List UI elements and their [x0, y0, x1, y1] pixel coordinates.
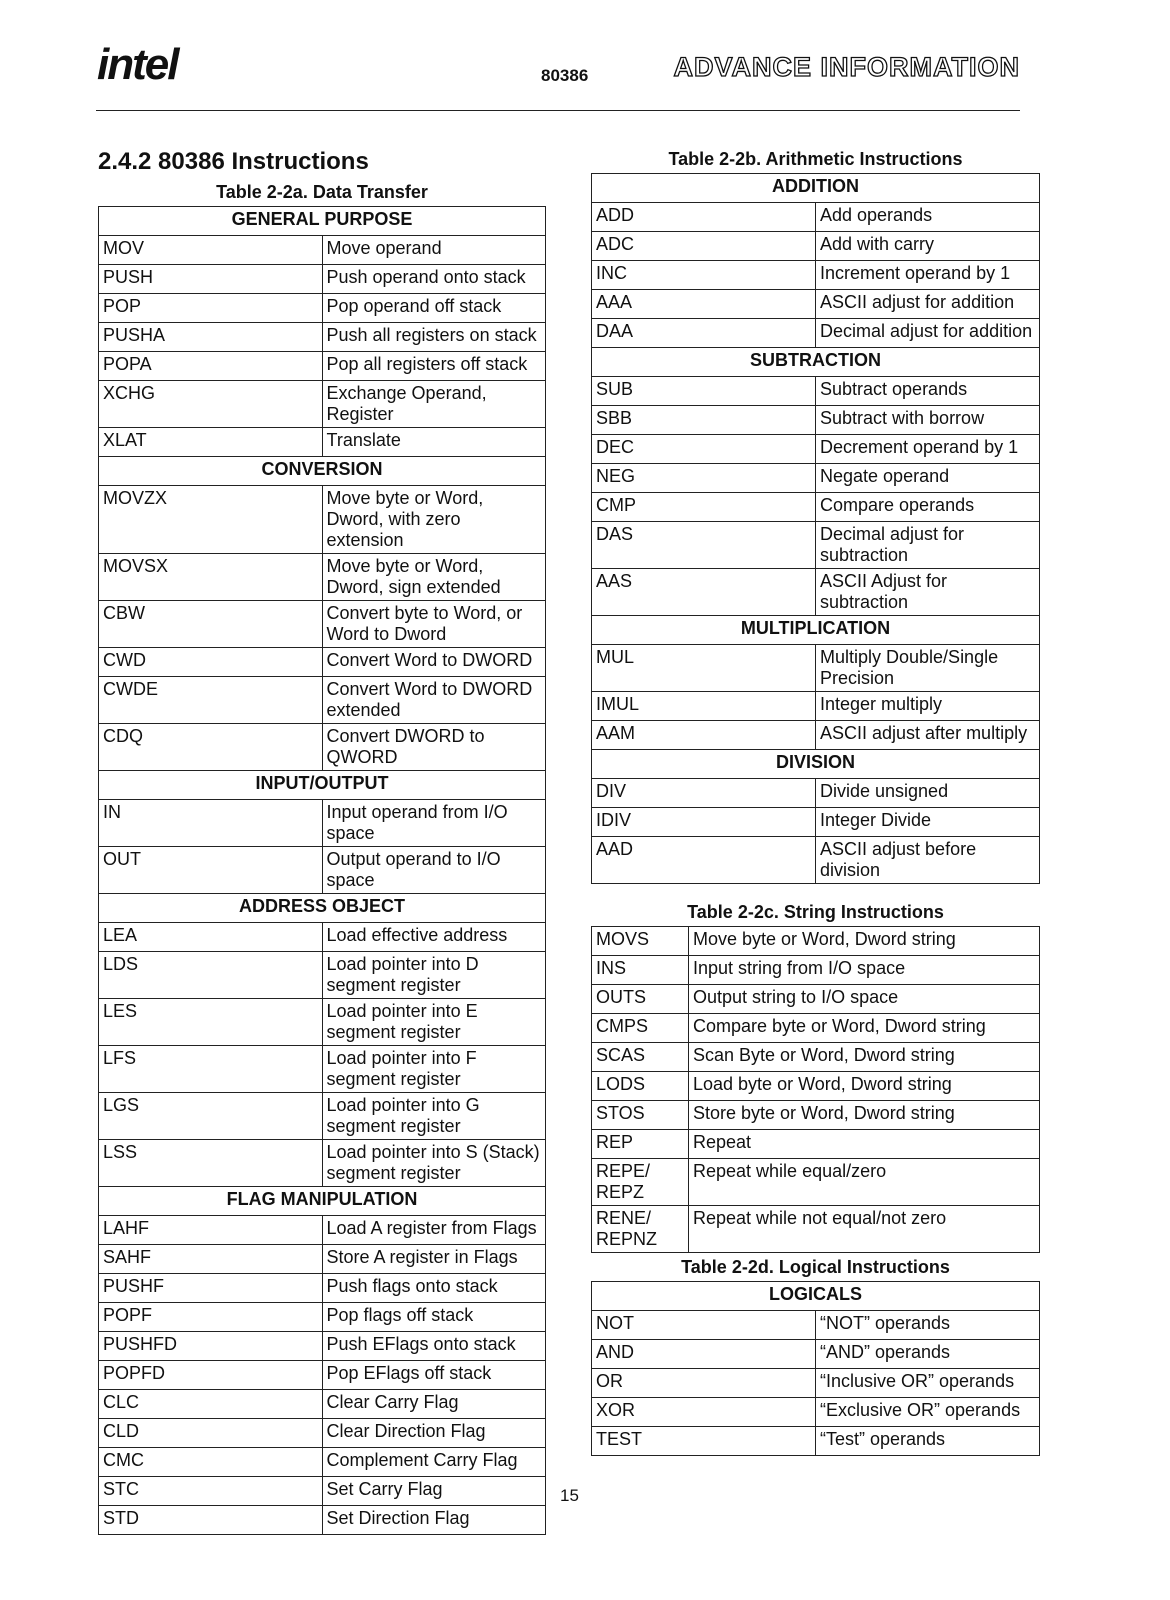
instruction-row: [99, 601, 546, 648]
table-caption: Table 2-2c. String Instructions: [687, 902, 944, 922]
document-id: 80386: [541, 66, 589, 85]
mnemonic: NEG: [592, 464, 816, 493]
instruction-row: [99, 1140, 546, 1187]
mnemonic: CMP: [592, 493, 816, 522]
mnemonic: DAS: [592, 522, 816, 569]
mnemonic: MOVS: [592, 927, 689, 956]
instruction-row: [99, 1361, 546, 1390]
instruction-row: [592, 569, 1040, 616]
description: Repeat while not equal/not zero: [689, 1206, 1040, 1253]
mnemonic: POPFD: [99, 1361, 323, 1390]
instruction-row: [99, 952, 546, 999]
mnemonic: PUSHF: [99, 1274, 323, 1303]
description: Translate: [322, 428, 546, 457]
instruction-row: [99, 800, 546, 847]
description: ASCII adjust for addition: [816, 290, 1040, 319]
mnemonic: STC: [99, 1477, 323, 1506]
description: Decimal adjust for addition: [816, 319, 1040, 348]
description: Store byte or Word, Dword string: [689, 1101, 1040, 1130]
right-column: [591, 145, 1040, 1456]
description: Convert DWORD to QWORD: [322, 724, 546, 771]
mnemonic: AAA: [592, 290, 816, 319]
instruction-row: [592, 464, 1040, 493]
mnemonic: LGS: [99, 1093, 323, 1140]
instruction-row: [592, 203, 1040, 232]
instruction-row: [592, 1427, 1040, 1456]
mnemonic: POP: [99, 294, 323, 323]
mnemonic: CMPS: [592, 1014, 689, 1043]
instruction-row: [592, 493, 1040, 522]
group-name: LOGICALS: [592, 1282, 1040, 1311]
mnemonic: CBW: [99, 601, 323, 648]
mnemonic: PUSHFD: [99, 1332, 323, 1361]
instruction-row: [99, 1046, 546, 1093]
description: Negate operand: [816, 464, 1040, 493]
description: Move byte or Word, Dword, sign extended: [322, 554, 546, 601]
instruction-row: [99, 486, 546, 554]
mnemonic: LEA: [99, 923, 323, 952]
description: “Exclusive OR” operands: [816, 1398, 1040, 1427]
mnemonic: ADD: [592, 203, 816, 232]
mnemonic: STOS: [592, 1101, 689, 1130]
group-name: SUBTRACTION: [592, 348, 1040, 377]
instruction-row: [592, 290, 1040, 319]
description: Push all registers on stack: [322, 323, 546, 352]
instruction-row: [99, 999, 546, 1046]
description: Load pointer into E segment register: [322, 999, 546, 1046]
instruction-row: [592, 435, 1040, 464]
mnemonic: RENE/ REPNZ: [592, 1206, 689, 1253]
group-header-row: [592, 174, 1040, 203]
group-header-row: [99, 457, 546, 486]
description: Add with carry: [816, 232, 1040, 261]
instruction-row: [592, 1130, 1040, 1159]
description: Push EFlags onto stack: [322, 1332, 546, 1361]
instruction-row: [99, 1448, 546, 1477]
page-number: 15: [560, 1486, 579, 1505]
instruction-row: [592, 1340, 1040, 1369]
instruction-row: [99, 724, 546, 771]
instruction-row: [99, 1506, 546, 1535]
instruction-row: [99, 1274, 546, 1303]
instruction-row: [99, 1216, 546, 1245]
mnemonic: NOT: [592, 1311, 816, 1340]
instruction-row: [592, 522, 1040, 569]
group-header-row: [99, 207, 546, 236]
mnemonic: SUB: [592, 377, 816, 406]
group-name: INPUT/OUTPUT: [99, 771, 546, 800]
description: “Inclusive OR” operands: [816, 1369, 1040, 1398]
mnemonic: POPF: [99, 1303, 323, 1332]
description: Load pointer into D segment register: [322, 952, 546, 999]
description: Load pointer into S (Stack) segment register: [322, 1140, 546, 1187]
description: Output operand to I/O space: [322, 847, 546, 894]
instruction-row: [99, 1093, 546, 1140]
mnemonic: SBB: [592, 406, 816, 435]
mnemonic: OUT: [99, 847, 323, 894]
description: Divide unsigned: [816, 779, 1040, 808]
instruction-row: [99, 265, 546, 294]
mnemonic: CMC: [99, 1448, 323, 1477]
group-header-row: [592, 1282, 1040, 1311]
string-table: [591, 926, 1040, 1253]
mnemonic: PUSH: [99, 265, 323, 294]
group-name: DIVISION: [592, 750, 1040, 779]
mnemonic: OR: [592, 1369, 816, 1398]
instruction-row: [592, 232, 1040, 261]
mnemonic: OUTS: [592, 985, 689, 1014]
description: Store A register in Flags: [322, 1245, 546, 1274]
description: Complement Carry Flag: [322, 1448, 546, 1477]
description: Push operand onto stack: [322, 265, 546, 294]
group-header-row: [592, 750, 1040, 779]
group-name: MULTIPLICATION: [592, 616, 1040, 645]
description: Move byte or Word, Dword string: [689, 927, 1040, 956]
description: Clear Carry Flag: [322, 1390, 546, 1419]
description: Input string from I/O space: [689, 956, 1040, 985]
instruction-row: [592, 985, 1040, 1014]
group-name: ADDRESS OBJECT: [99, 894, 546, 923]
mnemonic: IMUL: [592, 692, 816, 721]
group-header-row: [592, 616, 1040, 645]
description: Push flags onto stack: [322, 1274, 546, 1303]
description: Increment operand by 1: [816, 261, 1040, 290]
mnemonic: REPE/ REPZ: [592, 1159, 689, 1206]
instruction-row: [99, 923, 546, 952]
left-column: [98, 145, 546, 1535]
mnemonic: MUL: [592, 645, 816, 692]
group-name: ADDITION: [592, 174, 1040, 203]
mnemonic: XCHG: [99, 381, 323, 428]
instruction-row: [99, 1332, 546, 1361]
description: Pop flags off stack: [322, 1303, 546, 1332]
mnemonic: LDS: [99, 952, 323, 999]
mnemonic: SAHF: [99, 1245, 323, 1274]
mnemonic: XOR: [592, 1398, 816, 1427]
arithmetic-table: [591, 173, 1040, 884]
mnemonic: AAS: [592, 569, 816, 616]
mnemonic: CLD: [99, 1419, 323, 1448]
instruction-row: [592, 645, 1040, 692]
mnemonic: STD: [99, 1506, 323, 1535]
description: ASCII Adjust for subtraction: [816, 569, 1040, 616]
instruction-row: [99, 554, 546, 601]
mnemonic: DAA: [592, 319, 816, 348]
description: Compare byte or Word, Dword string: [689, 1014, 1040, 1043]
instruction-row: [592, 837, 1040, 884]
instruction-row: [592, 319, 1040, 348]
instruction-row: [592, 721, 1040, 750]
description: Compare operands: [816, 493, 1040, 522]
description: Move byte or Word, Dword, with zero extension: [322, 486, 546, 554]
instruction-row: [592, 261, 1040, 290]
mnemonic: PUSHA: [99, 323, 323, 352]
description: Convert byte to Word, or Word to Dword: [322, 601, 546, 648]
instruction-row: [592, 808, 1040, 837]
description: Load effective address: [322, 923, 546, 952]
instruction-row: [99, 323, 546, 352]
mnemonic: POPA: [99, 352, 323, 381]
mnemonic: INS: [592, 956, 689, 985]
description: Add operands: [816, 203, 1040, 232]
instruction-row: [592, 692, 1040, 721]
mnemonic: LES: [99, 999, 323, 1046]
instruction-row: [99, 1419, 546, 1448]
group-name: GENERAL PURPOSE: [99, 207, 546, 236]
mnemonic: DEC: [592, 435, 816, 464]
description: Set Carry Flag: [322, 1477, 546, 1506]
description: Decrement operand by 1: [816, 435, 1040, 464]
mnemonic: CWD: [99, 648, 323, 677]
instruction-row: [592, 927, 1040, 956]
mnemonic: MOVSX: [99, 554, 323, 601]
instruction-row: [592, 406, 1040, 435]
description: ASCII adjust before division: [816, 837, 1040, 884]
instruction-row: [592, 1043, 1040, 1072]
logical-table: [591, 1281, 1040, 1456]
group-header-row: [99, 771, 546, 800]
description: Subtract operands: [816, 377, 1040, 406]
intel-logo: intel: [97, 40, 178, 89]
description: Input operand from I/O space: [322, 800, 546, 847]
instruction-row: [592, 1311, 1040, 1340]
group-header-row: [99, 894, 546, 923]
description: Multiply Double/Single Precision: [816, 645, 1040, 692]
mnemonic: SCAS: [592, 1043, 689, 1072]
instruction-row: [99, 1477, 546, 1506]
mnemonic: IN: [99, 800, 323, 847]
instruction-row: [99, 1390, 546, 1419]
advance-information-label: ADVANCE INFORMATION: [673, 52, 1020, 82]
description: Repeat while equal/zero: [689, 1159, 1040, 1206]
instruction-row: [592, 1398, 1040, 1427]
description: Pop operand off stack: [322, 294, 546, 323]
mnemonic: MOVZX: [99, 486, 323, 554]
table-caption: Table 2-2d. Logical Instructions: [681, 1257, 950, 1277]
description: Load pointer into F segment register: [322, 1046, 546, 1093]
instruction-row: [592, 1206, 1040, 1253]
description: Decimal adjust for subtraction: [816, 522, 1040, 569]
description: Load byte or Word, Dword string: [689, 1072, 1040, 1101]
instruction-row: [99, 352, 546, 381]
section-title: 2.4.2 80386 Instructions: [98, 148, 369, 175]
instruction-row: [99, 381, 546, 428]
description: Load pointer into G segment register: [322, 1093, 546, 1140]
table-caption: Table 2-2a. Data Transfer: [216, 182, 428, 202]
description: Set Direction Flag: [322, 1506, 546, 1535]
mnemonic: TEST: [592, 1427, 816, 1456]
description: Exchange Operand, Register: [322, 381, 546, 428]
description: “NOT” operands: [816, 1311, 1040, 1340]
group-header-row: [592, 348, 1040, 377]
description: Subtract with borrow: [816, 406, 1040, 435]
data-transfer-table: [98, 206, 546, 1535]
instruction-row: [592, 1101, 1040, 1130]
instruction-row: [99, 677, 546, 724]
instruction-row: [592, 779, 1040, 808]
instruction-row: [592, 1014, 1040, 1043]
mnemonic: AAD: [592, 837, 816, 884]
mnemonic: CLC: [99, 1390, 323, 1419]
mnemonic: REP: [592, 1130, 689, 1159]
description: Scan Byte or Word, Dword string: [689, 1043, 1040, 1072]
group-name: FLAG MANIPULATION: [99, 1187, 546, 1216]
description: Load A register from Flags: [322, 1216, 546, 1245]
mnemonic: ADC: [592, 232, 816, 261]
description: Convert Word to DWORD extended: [322, 677, 546, 724]
mnemonic: AND: [592, 1340, 816, 1369]
instruction-row: [99, 294, 546, 323]
mnemonic: INC: [592, 261, 816, 290]
description: Repeat: [689, 1130, 1040, 1159]
instruction-row: [99, 1303, 546, 1332]
mnemonic: LFS: [99, 1046, 323, 1093]
mnemonic: DIV: [592, 779, 816, 808]
mnemonic: XLAT: [99, 428, 323, 457]
instruction-row: [99, 648, 546, 677]
mnemonic: IDIV: [592, 808, 816, 837]
mnemonic: CWDE: [99, 677, 323, 724]
description: Convert Word to DWORD: [322, 648, 546, 677]
page-header: [0, 0, 1170, 112]
description: Pop EFlags off stack: [322, 1361, 546, 1390]
instruction-row: [99, 847, 546, 894]
instruction-row: [592, 377, 1040, 406]
group-header-row: [99, 1187, 546, 1216]
group-name: CONVERSION: [99, 457, 546, 486]
mnemonic: AAM: [592, 721, 816, 750]
mnemonic: CDQ: [99, 724, 323, 771]
mnemonic: LSS: [99, 1140, 323, 1187]
description: Integer multiply: [816, 692, 1040, 721]
description: “AND” operands: [816, 1340, 1040, 1369]
description: Integer Divide: [816, 808, 1040, 837]
instruction-row: [592, 956, 1040, 985]
description: ASCII adjust after multiply: [816, 721, 1040, 750]
mnemonic: LAHF: [99, 1216, 323, 1245]
description: Output string to I/O space: [689, 985, 1040, 1014]
mnemonic: MOV: [99, 236, 323, 265]
instruction-row: [592, 1159, 1040, 1206]
table-caption: Table 2-2b. Arithmetic Instructions: [668, 149, 963, 169]
instruction-row: [99, 428, 546, 457]
description: Move operand: [322, 236, 546, 265]
description: Clear Direction Flag: [322, 1419, 546, 1448]
instruction-row: [592, 1072, 1040, 1101]
description: Pop all registers off stack: [322, 352, 546, 381]
instruction-row: [99, 1245, 546, 1274]
header-divider: [96, 110, 1020, 111]
description: “Test” operands: [816, 1427, 1040, 1456]
instruction-row: [99, 236, 546, 265]
instruction-row: [592, 1369, 1040, 1398]
mnemonic: LODS: [592, 1072, 689, 1101]
